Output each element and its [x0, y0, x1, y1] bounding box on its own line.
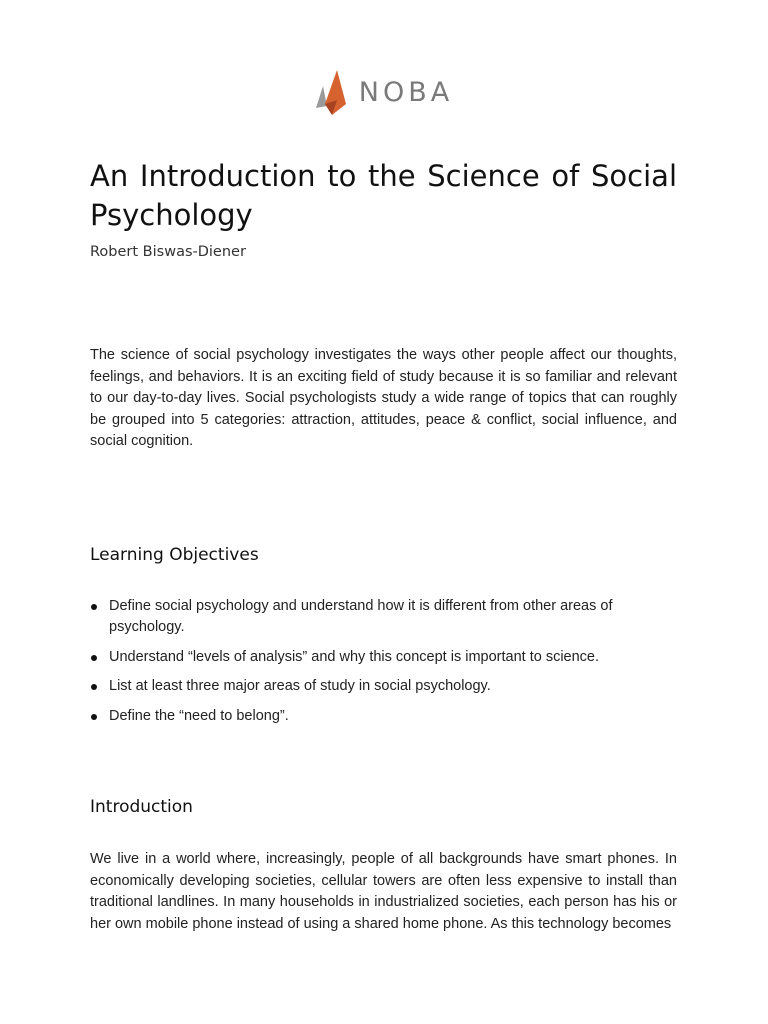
noba-flame-icon	[315, 70, 347, 116]
bullet-icon	[91, 604, 97, 610]
objective-text: Understand “levels of analysis” and why this concept is important to science.	[109, 648, 600, 665]
bullet-icon	[91, 655, 97, 661]
objective-text: Define the “need to belong”.	[109, 707, 289, 724]
learning-objectives-heading: Learning Objectives	[90, 545, 259, 565]
bullet-icon	[91, 684, 97, 690]
list-item	[90, 596, 677, 638]
noba-logo	[0, 70, 768, 116]
list-item	[90, 676, 677, 697]
introduction-paragraph: We live in a world where, increasingly, people of all backgrounds have smart phones. In economically developing societies, cellular towers are often less expensive to install than traditional landlines. In many households in industrialized societies, each person has his or her own mobile phone instead of using a shared home phone. As this technology becomes	[90, 851, 677, 932]
introduction-heading: Introduction	[90, 797, 193, 817]
article-title: An Introduction to the Science of Social Psychology	[90, 159, 677, 232]
learning-objectives-list	[90, 596, 677, 735]
objective-text: List at least three major areas of study in social psychology.	[109, 678, 491, 694]
objective-text: Define social psychology and understand how it is different from other areas of psychology.	[109, 598, 613, 635]
brand-name: NOBA	[358, 77, 454, 108]
list-item	[90, 706, 677, 727]
bullet-icon	[91, 714, 97, 720]
list-item	[90, 647, 677, 668]
article-author: Robert Biswas-Diener	[90, 244, 246, 260]
article-abstract: The science of social psychology investigates the ways other people affect our thoughts, feelings, and behaviors. It is an exciting field of study because it is so familiar and relevant to our day-to-day lives. Social psychologists study a wide range of topics that can roughly be grouped into 5 categories: attraction, attitudes, peace & conflict, social influence, and social cognition.	[90, 347, 677, 449]
